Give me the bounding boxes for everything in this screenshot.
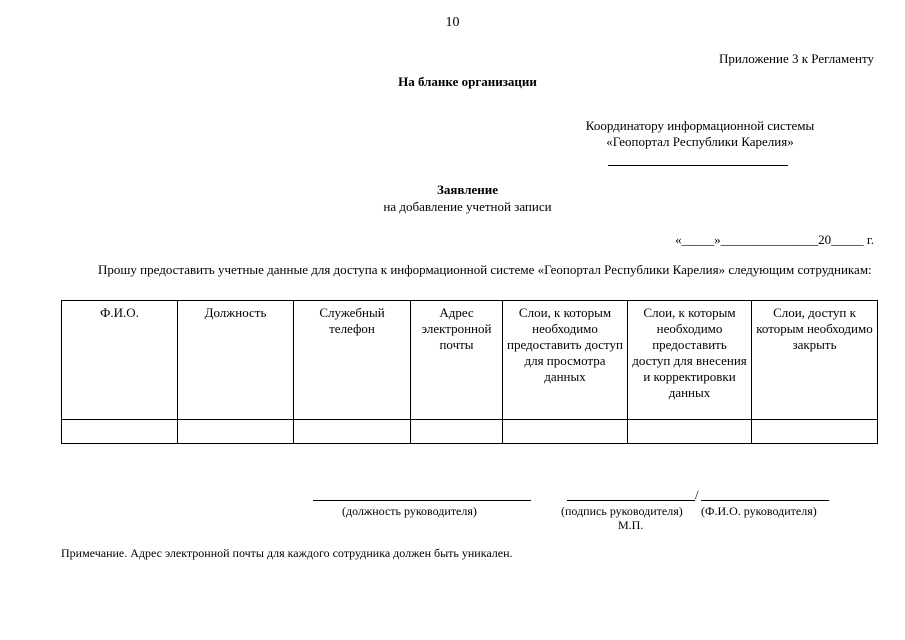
- signature-separator: /: [695, 487, 699, 502]
- signature-line: [567, 500, 695, 501]
- header-view-layers: Слои, к которым необходимо предоставить доступ для просмотра данных: [503, 301, 628, 420]
- staff-table: [61, 300, 878, 444]
- footnote: Примечание. Адрес электронной почты для каждого сотрудника должен быть уникален.: [61, 546, 513, 560]
- table-cell: [62, 420, 178, 444]
- table-cell: [752, 420, 878, 444]
- document-subtitle: на добавление учетной записи: [383, 199, 552, 214]
- request-text: Прошу предоставить учетные данные для доступа к информационной системе «Геопортал Республики Карелия» следующим сотрудникам:: [98, 262, 872, 277]
- table-cell: [178, 420, 294, 444]
- header-email: Адрес электронной почты: [411, 301, 503, 420]
- table-cell: [503, 420, 628, 444]
- position-signature-line: [313, 500, 531, 501]
- name-caption: (Ф.И.О. руководителя): [701, 504, 817, 518]
- header-work-phone: Служебный телефон: [294, 301, 411, 420]
- header-position: Должность: [178, 301, 294, 420]
- date-line: «_____»_______________20_____ г.: [675, 232, 874, 247]
- appendix-reference: Приложение 3 к Регламенту: [718, 51, 874, 66]
- header-edit-layers: Слои, к которым необходимо предоставить доступ для внесения и корректировки данных: [628, 301, 752, 420]
- addressee-line-1: Координатору информационной системы: [585, 118, 815, 133]
- table-header-row: [62, 301, 878, 420]
- header-full-name: Ф.И.О.: [62, 301, 178, 420]
- position-caption: (должность руководителя): [342, 504, 477, 518]
- addressee-blank-line: [608, 165, 788, 166]
- addressee-line-2: «Геопортал Республики Карелия»: [606, 134, 794, 149]
- stamp-label: М.П.: [618, 518, 644, 532]
- page-number: 10: [445, 15, 460, 30]
- name-signature-line: [701, 500, 829, 501]
- letterhead-note: На бланке организации: [398, 74, 537, 89]
- table-cell: [411, 420, 503, 444]
- table-cell: [294, 420, 411, 444]
- table-row: [62, 420, 878, 444]
- header-close-layers: Слои, доступ к которым необходимо закрыть: [752, 301, 878, 420]
- document-title: Заявление: [436, 182, 499, 197]
- addressee: [560, 118, 840, 150]
- signature-caption: (подпись руководителя): [561, 504, 683, 518]
- table-cell: [628, 420, 752, 444]
